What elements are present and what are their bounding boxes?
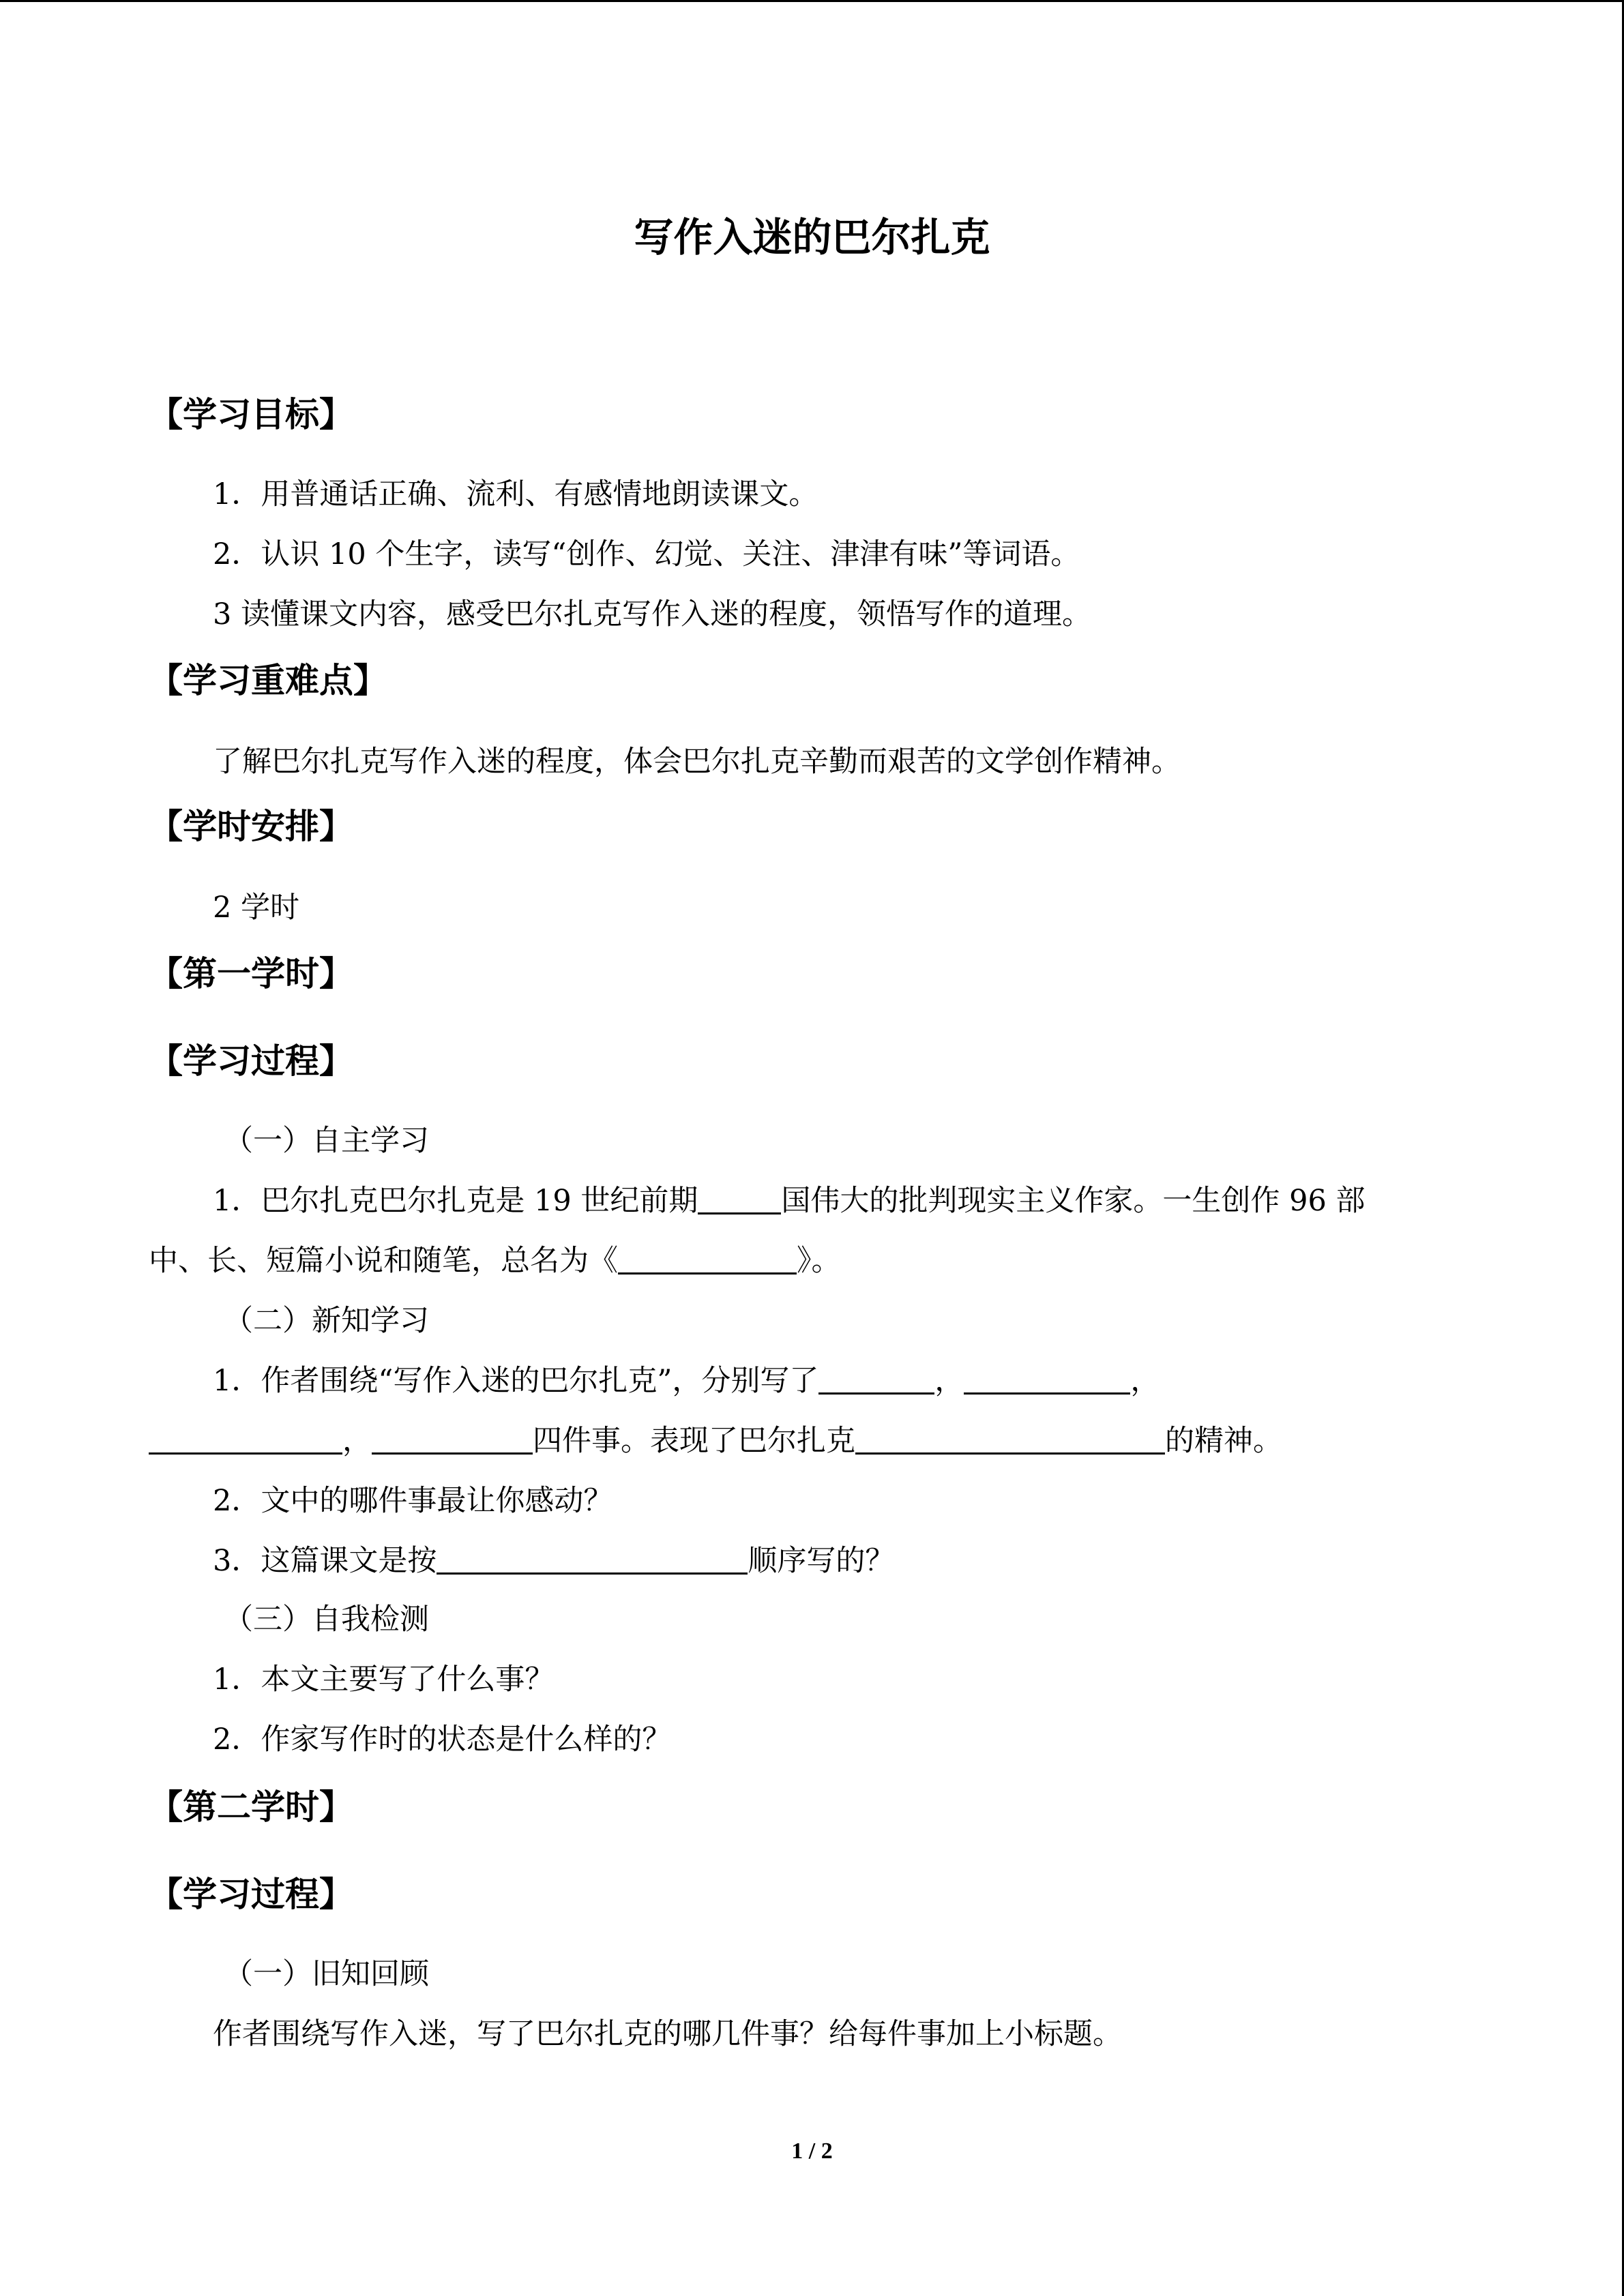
question-four-events (213, 1357, 1160, 1405)
section-review: （一）旧知回顾 (224, 1957, 429, 1991)
fill-blank[interactable] (818, 1365, 934, 1395)
goal-item-3: 3 读懂课文内容，感受巴尔扎克写作入迷的程度，领悟写作的道理。 (213, 597, 1092, 631)
section-self-study: （一）自主学习 (224, 1124, 429, 1158)
question-balzac-intro (213, 1177, 1365, 1225)
question-text: 国伟大的批判现实主义作家。一生创作 96 部 (781, 1184, 1365, 1218)
document-title: 写作入迷的巴尔扎克 (634, 214, 990, 260)
heading-key-difficulty: 【学习重难点】 (149, 661, 387, 700)
question-most-moving: 2．文中的哪件事最让你感动？ (213, 1484, 613, 1518)
question-text: 的精神。 (1165, 1424, 1282, 1458)
heading-second-period: 【第二学时】 (149, 1787, 353, 1827)
fill-blank[interactable] (372, 1425, 533, 1455)
page-border-top (0, 0, 1624, 2)
section-self-check: （三）自我检测 (224, 1602, 429, 1637)
question-subtitles: 作者围绕写作入迷，写了巴尔扎克的哪几件事？给每件事加上小标题。 (213, 2017, 1122, 2051)
heading-learning-process-1: 【学习过程】 (149, 1041, 353, 1081)
difficulty-text: 了解巴尔扎克写作入迷的程度，体会巴尔扎克辛勤而艰苦的文学创作精神。 (213, 745, 1181, 779)
fill-blank[interactable] (964, 1365, 1130, 1395)
question-balzac-works (149, 1237, 841, 1285)
question-text: 四件事。表现了巴尔扎克 (533, 1424, 855, 1458)
heading-schedule: 【学时安排】 (149, 807, 353, 846)
question-four-events-cont (149, 1417, 1282, 1465)
goal-item-1: 1．用普通话正确、流利、有感情地朗读课文。 (213, 477, 818, 511)
heading-learning-process-2: 【学习过程】 (149, 1875, 353, 1914)
separator: ， (1130, 1364, 1160, 1398)
heading-first-period: 【第一学时】 (149, 954, 353, 994)
separator: ， (934, 1364, 964, 1398)
question-text: 》。 (797, 1244, 841, 1278)
schedule-text: 2 学时 (213, 891, 300, 925)
question-writing-order (213, 1537, 894, 1585)
page-number: 1 / 2 (791, 2138, 833, 2164)
question-main-content: 1．本文主要写了什么事？ (213, 1663, 555, 1697)
fill-blank[interactable] (698, 1185, 781, 1214)
fill-blank[interactable] (855, 1425, 1165, 1455)
question-writer-state: 2．作家写作时的状态是什么样的？ (213, 1723, 672, 1757)
goal-item-2: 2．认识 10 个生字，读写“创作、幻觉、关注、津津有味”等词语。 (213, 537, 1080, 571)
question-text: 中、长、短篇小说和随笔，总名为《 (149, 1244, 618, 1278)
heading-learning-goals: 【学习目标】 (149, 395, 353, 434)
question-text: 3．这篇课文是按 (213, 1544, 437, 1578)
question-text: 顺序写的？ (748, 1544, 895, 1578)
section-new-knowledge: （二）新知学习 (224, 1304, 429, 1338)
fill-blank[interactable] (149, 1425, 342, 1455)
separator: ， (342, 1424, 372, 1458)
fill-blank[interactable] (618, 1245, 797, 1274)
question-text: 1．巴尔扎克巴尔扎克是 19 世纪前期 (213, 1184, 698, 1218)
question-text: 1．作者围绕“写作入迷的巴尔扎克”，分别写了 (213, 1364, 819, 1398)
fill-blank[interactable] (437, 1545, 748, 1575)
